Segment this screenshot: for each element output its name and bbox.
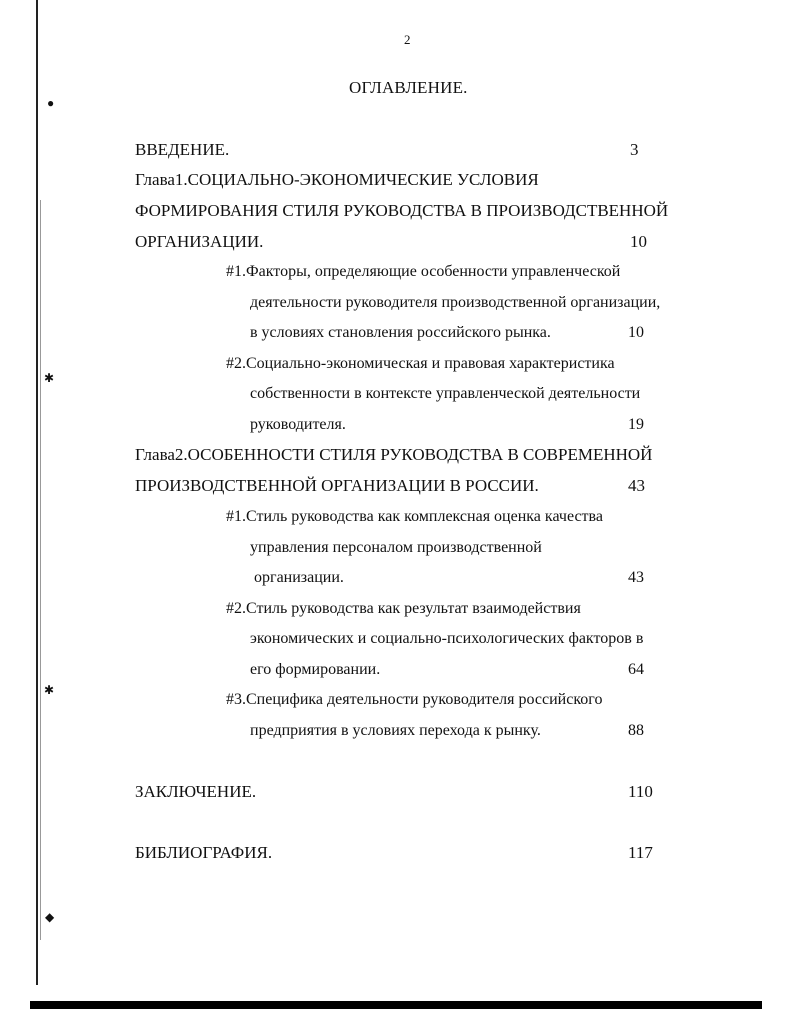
binding-mark: ✱ [44,683,55,697]
toc-bibliography-page: 117 [628,843,653,862]
toc-ch2-sec3-page: 88 [628,722,644,739]
toc-ch2-sec1-line2: управления персоналом производственной [250,539,542,556]
toc-ch2-sec1-page: 43 [628,569,644,586]
toc-intro-label: ВВЕДЕНИЕ. [135,140,230,159]
toc-chapter1-line1: Глава1.СОЦИАЛЬНО-ЭКОНОМИЧЕСКИЕ УСЛОВИЯ [135,170,539,189]
toc-ch1-sec2-line2: собственности в контексте управленческой деятельности [250,385,641,402]
toc-conclusion-label: ЗАКЛЮЧЕНИЕ. [135,782,257,801]
toc-ch2-sec2-line1: #2.Стиль руководства как результат взаимодействия [226,600,581,617]
binding-mark: ✱ [44,371,55,385]
toc-ch1-sec1-line1: #1.Факторы, определяющие особенности управленческой [226,263,621,280]
binding-mark: ● [47,96,55,110]
toc-conclusion-page: 110 [628,782,653,801]
scan-binding-line-faint [40,200,41,940]
toc-ch1-sec1-line2: деятельности руководителя производственной организации, [250,294,661,311]
toc-ch2-sec3-line2: предприятия в условиях перехода к рынку. [250,722,541,739]
toc-ch1-sec1-page: 10 [628,324,644,341]
toc-chapter1-page: 10 [630,232,647,251]
page-title: ОГЛАВЛЕНИЕ. [349,78,468,97]
toc-ch2-sec1-line1: #1.Стиль руководства как комплексная оценка качества [226,508,603,525]
toc-chapter1-line2: ФОРМИРОВАНИЯ СТИЛЯ РУКОВОДСТВА В ПРОИЗВОДСТВЕННОЙ [135,201,669,220]
toc-ch1-sec1-line3: в условиях становления российского рынка. [250,324,551,341]
scan-binding-line [36,0,38,985]
toc-ch2-sec2-page: 64 [628,661,644,678]
page-number: 2 [404,32,411,47]
scan-bottom-edge [30,1001,762,1009]
toc-ch1-sec2-line3: руководителя. [250,416,346,433]
toc-ch2-sec2-line2: экономических и социально-психологических факторов в [250,630,644,647]
toc-chapter2-line1: Глава2.ОСОБЕННОСТИ СТИЛЯ РУКОВОДСТВА В СОВРЕМЕННОЙ [135,445,653,464]
toc-ch1-sec2-line1: #2.Социально-экономическая и правовая характеристика [226,355,615,372]
toc-ch2-sec3-line1: #3.Специфика деятельности руководителя российского [226,691,603,708]
toc-chapter1-line3: ОРГАНИЗАЦИИ. [135,232,264,251]
toc-ch2-sec2-line3: его формировании. [250,661,381,678]
toc-chapter2-page: 43 [628,476,645,495]
toc-intro-page: 3 [630,140,639,159]
binding-mark: ◆ [45,910,55,924]
toc-ch1-sec2-page: 19 [628,416,644,433]
toc-ch2-sec1-line3: организации. [254,569,344,586]
toc-bibliography-label: БИБЛИОГРАФИЯ. [135,843,273,862]
toc-chapter2-line2: ПРОИЗВОДСТВЕННОЙ ОРГАНИЗАЦИИ В РОССИИ. [135,476,539,495]
